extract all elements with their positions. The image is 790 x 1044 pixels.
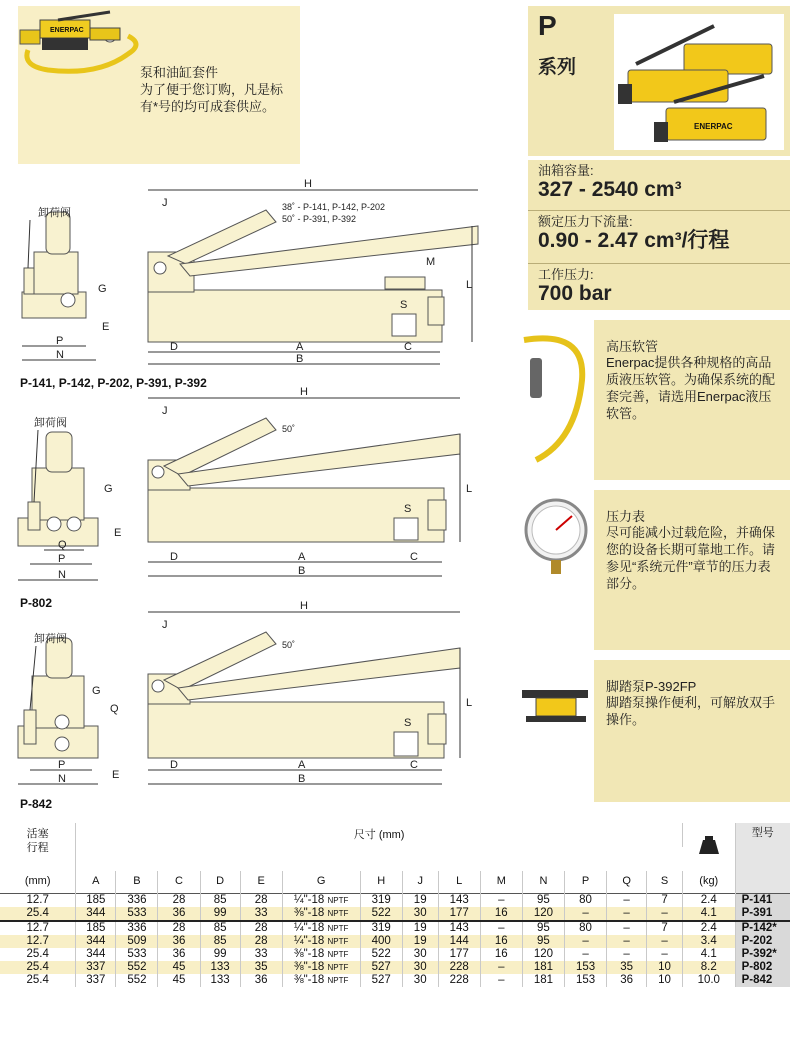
value-cell: 25.4 [0, 907, 76, 921]
svg-text:P: P [58, 553, 66, 565]
value-cell: 36 [158, 907, 200, 921]
side-view [18, 631, 119, 785]
value-cell: 552 [116, 974, 158, 987]
model-cell: P-842 [735, 974, 790, 987]
svg-text:ENERPAC: ENERPAC [694, 122, 733, 131]
value-cell: 25.4 [0, 961, 76, 974]
value-cell: 153 [564, 974, 606, 987]
value-cell: 552 [116, 961, 158, 974]
value-cell: 30 [402, 907, 438, 921]
svg-text:B: B [298, 773, 306, 785]
drawing-caption: P-802 [20, 596, 53, 610]
svg-text:G: G [104, 483, 113, 495]
value-cell: 177 [438, 948, 480, 961]
value-cell: – [564, 935, 606, 948]
thread-cell: ⅜"-18 NPTF [282, 961, 360, 974]
front-view [148, 600, 472, 785]
value-cell: 7 [647, 893, 683, 907]
svg-text:A: A [298, 551, 306, 563]
value-cell: 30 [402, 974, 438, 987]
value-cell: 337 [76, 974, 116, 987]
value-cell: 336 [116, 921, 158, 935]
svg-text:ENERPAC: ENERPAC [50, 27, 84, 34]
value-cell: 533 [116, 948, 158, 961]
value-cell: 85 [200, 893, 240, 907]
oil-capacity-spec: 油箱容量: 327 - 2540 cm³ [528, 160, 790, 210]
value-cell: 36 [607, 974, 647, 987]
model-cell: P-391 [735, 907, 790, 921]
table-row [0, 935, 790, 948]
drawing-p802 [0, 384, 510, 592]
value-cell: – [480, 921, 522, 935]
feature-title: 高压软管 [606, 339, 659, 354]
table-row [0, 907, 790, 921]
value-cell: 36 [158, 948, 200, 961]
value-cell: 95 [522, 893, 564, 907]
thread-cell: ⅜"-18 NPTF [282, 948, 360, 961]
series-letter: P [538, 10, 557, 41]
value-cell: 185 [76, 893, 116, 907]
value-cell: 177 [438, 907, 480, 921]
table-row [0, 893, 790, 907]
value-cell: – [480, 974, 522, 987]
value-cell: 12.7 [0, 893, 76, 907]
value-cell: 509 [116, 935, 158, 948]
svg-text:E: E [102, 321, 110, 333]
svg-text:C: C [410, 551, 418, 563]
weight-icon [696, 834, 722, 856]
value-cell: 10 [647, 974, 683, 987]
stroke-header: 活塞 行程 [0, 823, 76, 871]
svg-text:G: G [98, 283, 107, 295]
value-cell: 95 [522, 921, 564, 935]
thread-cell: ¼"-18 NPTF [282, 935, 360, 948]
pressure-spec: 工作压力: 700 bar [528, 264, 790, 310]
table-row [0, 921, 790, 935]
hose-icon [516, 320, 594, 480]
model-cell: P-142* [735, 921, 790, 935]
value-cell: 35 [607, 961, 647, 974]
value-cell: 185 [76, 921, 116, 935]
value-cell: 319 [360, 893, 402, 907]
svg-text:J: J [162, 405, 168, 417]
table-body [0, 893, 790, 987]
front-view [148, 178, 478, 365]
value-cell: – [607, 948, 647, 961]
drawing-p842 [0, 598, 510, 798]
value-cell: 99 [200, 907, 240, 921]
value-cell: 133 [200, 974, 240, 987]
svg-text:G: G [92, 685, 101, 697]
value-cell: 80 [564, 893, 606, 907]
value-cell: 19 [402, 921, 438, 935]
svg-text:N: N [58, 569, 66, 581]
unit-row: (mm) A B C D E G H J L M N P Q S (kg) [0, 871, 790, 893]
value-cell: 45 [158, 974, 200, 987]
feature-title: 脚踏泵P-392FP [606, 679, 697, 694]
value-cell: 344 [76, 948, 116, 961]
value-cell: 25.4 [0, 948, 76, 961]
table-row [0, 961, 790, 974]
svg-text:N: N [56, 349, 64, 361]
spec-table [0, 823, 790, 987]
value-cell: – [607, 921, 647, 935]
value-cell: 16 [480, 935, 522, 948]
svg-text:S: S [404, 717, 412, 729]
feature-text: 尽可能减小过载危险，并确保您的设备长期可靠地工作。请参见“系统元件”章节的压力表部分。 [606, 525, 776, 591]
value-cell: 4.1 [682, 907, 735, 921]
weight-header [682, 823, 735, 871]
value-cell: 12.7 [0, 921, 76, 935]
value-cell: 16 [480, 948, 522, 961]
value-cell: 36 [240, 974, 282, 987]
value-cell: 527 [360, 961, 402, 974]
value-cell: – [564, 948, 606, 961]
value-cell: 2.4 [682, 893, 735, 907]
value-cell: 228 [438, 961, 480, 974]
thread-cell: ¼"-18 NPTF [282, 893, 360, 907]
value-cell: 35 [240, 961, 282, 974]
value-cell: 95 [522, 935, 564, 948]
svg-text:D: D [170, 759, 178, 771]
value-cell: 133 [200, 961, 240, 974]
value-cell: 19 [402, 935, 438, 948]
value-cell: 33 [240, 907, 282, 921]
svg-text:Q: Q [58, 539, 67, 551]
release-valve-label: 卸荷阀 [34, 633, 67, 645]
feature-title: 压力表 [606, 509, 646, 524]
svg-text:50˚: 50˚ [282, 424, 296, 434]
value-cell: 85 [200, 935, 240, 948]
value-cell: – [647, 935, 683, 948]
series-name: 系列 [538, 57, 577, 78]
value-cell: 99 [200, 948, 240, 961]
kit-title: 泵和油缸套件 [140, 65, 219, 80]
svg-text:L: L [466, 697, 473, 709]
value-cell: 45 [158, 961, 200, 974]
pump-cylinder-kit-image [18, 6, 148, 76]
value-cell: 181 [522, 961, 564, 974]
value-cell: – [607, 893, 647, 907]
value-cell: – [607, 935, 647, 948]
svg-text:Q: Q [110, 703, 119, 715]
value-cell: 30 [402, 948, 438, 961]
svg-text:D: D [170, 551, 178, 563]
value-cell: 33 [240, 948, 282, 961]
value-cell: 2.4 [682, 921, 735, 935]
value-cell: 19 [402, 893, 438, 907]
feature-gauge [516, 490, 790, 650]
value-cell: 344 [76, 907, 116, 921]
value-cell: 3.4 [682, 935, 735, 948]
table-header-row [0, 823, 790, 847]
value-cell: – [564, 907, 606, 921]
svg-text:A: A [298, 759, 306, 771]
value-cell: 36 [158, 935, 200, 948]
feature-hose [516, 320, 790, 480]
svg-text:B: B [298, 565, 306, 577]
value-cell: 120 [522, 948, 564, 961]
svg-text:L: L [466, 279, 473, 291]
value-cell: 319 [360, 921, 402, 935]
value-cell: 7 [647, 921, 683, 935]
dimensions-header: 尺寸 (mm) [76, 823, 683, 847]
svg-text:E: E [112, 769, 120, 781]
svg-text:C: C [404, 341, 412, 353]
value-cell: 12.7 [0, 935, 76, 948]
value-cell: 143 [438, 893, 480, 907]
value-cell: 143 [438, 921, 480, 935]
foot-pump-icon [516, 660, 594, 802]
value-cell: 181 [522, 974, 564, 987]
value-cell: 4.1 [682, 948, 735, 961]
svg-text:E: E [114, 527, 122, 539]
svg-text:J: J [162, 619, 168, 631]
value-cell: 144 [438, 935, 480, 948]
thread-cell: ⅜"-18 NPTF [282, 974, 360, 987]
model-header: 型号 [735, 823, 790, 871]
model-cell: P-141 [735, 893, 790, 907]
value-cell: 153 [564, 961, 606, 974]
value-cell: 228 [438, 974, 480, 987]
value-cell: 10.0 [682, 974, 735, 987]
flow-spec: 额定压力下流量: 0.90 - 2.47 cm³/行程 [528, 211, 790, 263]
value-cell: 28 [240, 893, 282, 907]
svg-text:50˚ - P-391, P-392: 50˚ - P-391, P-392 [282, 214, 357, 224]
svg-text:H: H [300, 386, 308, 398]
value-cell: 344 [76, 935, 116, 948]
value-cell: 28 [240, 935, 282, 948]
svg-text:N: N [58, 773, 66, 785]
svg-text:J: J [162, 197, 168, 209]
kit-info-box [18, 6, 300, 164]
drawing-p141-series [0, 172, 510, 372]
value-cell: 400 [360, 935, 402, 948]
svg-text:B: B [296, 353, 304, 365]
thread-cell: ⅜"-18 NPTF [282, 907, 360, 921]
kit-description: 泵和油缸套件 为了便于您订购，凡是标 有*号的均可成套供应。 [140, 65, 284, 114]
svg-text:H: H [304, 178, 312, 190]
pressure-gauge-icon [516, 490, 594, 650]
value-cell: 527 [360, 974, 402, 987]
release-valve-label: 卸荷阀 [38, 207, 71, 219]
side-view [22, 205, 109, 361]
series-header [528, 6, 790, 156]
value-cell: 28 [240, 921, 282, 935]
side-view [18, 415, 121, 581]
value-cell: – [480, 893, 522, 907]
svg-text:L: L [466, 483, 473, 495]
value-cell: 10 [647, 961, 683, 974]
release-valve-label: 卸荷阀 [34, 417, 67, 429]
svg-text:38˚ - P-141, P-142, P-202: 38˚ - P-141, P-142, P-202 [282, 202, 386, 212]
value-cell: 85 [200, 921, 240, 935]
value-cell: 28 [158, 921, 200, 935]
feature-text: Enerpac提供各种规格的高品质液压软管。为确保系统的配套完善，请选用Enerpac液压软管。 [606, 355, 776, 421]
value-cell: – [480, 961, 522, 974]
value-cell: 120 [522, 907, 564, 921]
p-series-pumps-image [614, 14, 784, 150]
model-cell: P-392* [735, 948, 790, 961]
svg-text:A: A [296, 341, 304, 353]
feature-foot-pump [516, 660, 790, 802]
table-row [0, 974, 790, 987]
value-cell: 30 [402, 961, 438, 974]
model-cell: P-202 [735, 935, 790, 948]
svg-text:50˚: 50˚ [282, 640, 296, 650]
svg-text:S: S [404, 503, 412, 515]
front-view [148, 386, 472, 577]
value-cell: 25.4 [0, 974, 76, 987]
value-cell: 28 [158, 893, 200, 907]
svg-text:H: H [300, 600, 308, 612]
model-cell: P-802 [735, 961, 790, 974]
value-cell: 16 [480, 907, 522, 921]
value-cell: 8.2 [682, 961, 735, 974]
value-cell: – [607, 907, 647, 921]
svg-text:S: S [400, 299, 408, 311]
value-cell: 80 [564, 921, 606, 935]
drawing-caption: P-842 [20, 797, 53, 811]
value-cell: 337 [76, 961, 116, 974]
value-cell: 522 [360, 907, 402, 921]
value-cell: 336 [116, 893, 158, 907]
drawing-caption: P-141, P-142, P-202, P-391, P-392 [20, 376, 207, 390]
value-cell: 522 [360, 948, 402, 961]
svg-text:P: P [58, 759, 66, 771]
svg-text:C: C [410, 759, 418, 771]
feature-text: 脚踏泵操作便利，可解放双手操作。 [606, 695, 776, 727]
value-cell: 533 [116, 907, 158, 921]
svg-text:P: P [56, 335, 64, 347]
value-cell: – [647, 907, 683, 921]
value-cell: – [647, 948, 683, 961]
svg-text:M: M [426, 256, 436, 268]
thread-cell: ¼"-18 NPTF [282, 921, 360, 935]
table-row [0, 948, 790, 961]
svg-text:D: D [170, 341, 178, 353]
